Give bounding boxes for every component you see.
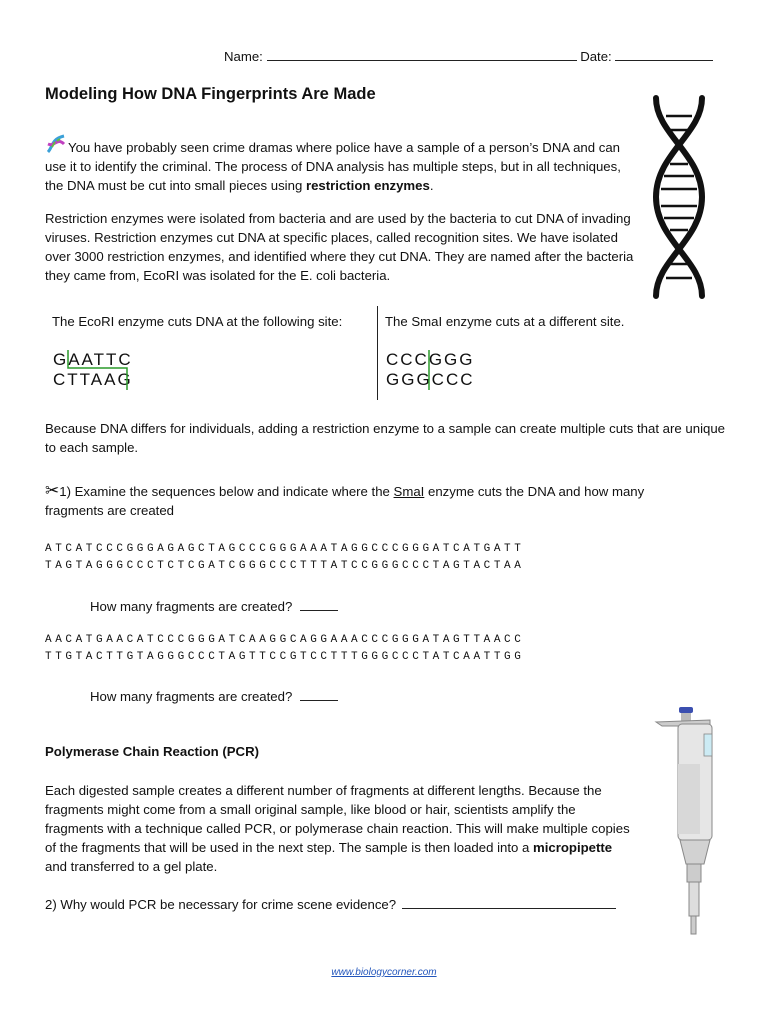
question-2-answer[interactable] — [402, 894, 616, 909]
restriction-enzymes-paragraph: Restriction enzymes were isolated from bacteria and are used by the bacteria to cut DNA of invading viruses. Restriction enzymes cut DNA at specific places, called recognition sites. We have isolated over 3000 restriction enzymes, and identified where they cut DNA. They are named after the bacteria they came from, EcoRI was isolated for the E. coli bacteria. — [45, 211, 634, 283]
intro-text-2: . — [429, 178, 434, 193]
intro-paragraph — [45, 133, 635, 195]
smai-site-top: CCCGGG — [386, 350, 475, 369]
smai-label: The SmaI enzyme cuts at a different site. — [385, 314, 625, 329]
scissors-icon: ✂ — [45, 481, 60, 500]
sequence-1-bottom: TAGTAGGGCCCTCTCGATCGGGCCCTTTATCCGGGCCCTAGTACTAA — [45, 560, 525, 572]
name-field[interactable] — [267, 46, 577, 61]
sequence-2-top: AACATGAACATCCCGGGATCAAGGCAGGAAACCCGGGATAGTTAACC — [45, 634, 525, 646]
name-label: Name: — [224, 49, 263, 64]
footer-link[interactable]: www.biologycorner.com — [331, 967, 437, 978]
smai-site-bottom: GGGCCC — [386, 370, 475, 389]
differences-paragraph: Because DNA differs for individuals, adding a restriction enzyme to a sample can create multiple cuts that are unique to each sample. — [45, 421, 726, 455]
fragment-count-answer-1[interactable] — [300, 596, 338, 611]
pcr-heading: Polymerase Chain Reaction (PCR) — [45, 744, 259, 759]
ecori-site-top: GAATTC — [53, 350, 133, 369]
column-divider — [377, 306, 378, 400]
pcr-paragraph: Each digested sample creates a different number of fragments at different lengths. Because the fragments might come from a small original sample, like blood or hair, scientists amplify the fragments with a technique called PCR, or polymerase chain reaction. This will make multiple copies of the fragments that will be used in the next step. The sample is then loaded into a micropipette and transferred to a gel plate. — [45, 783, 630, 874]
dna-helix-icon — [45, 133, 67, 155]
ecori-label: The EcoRI enzyme cuts DNA at the following site: — [52, 314, 343, 329]
sequence-1-top: ATCATCCCGGGAGAGCTAGCCCGGGAAATAGGCCCGGGATCATGATT — [45, 543, 525, 555]
smai-underlined: SmaI — [393, 484, 425, 499]
dna-double-helix-image — [644, 94, 714, 300]
question-1: ✂1) Examine the sequences below and indicate where the SmaI enzyme cuts the DNA and how many fragments are created — [45, 481, 645, 518]
header-line — [224, 46, 724, 66]
date-label: Date: — [580, 49, 612, 64]
ecori-site-bottom: CTTAAG — [53, 370, 133, 389]
date-field[interactable] — [615, 46, 713, 61]
sequence-2-bottom: TTGTACTTGTAGGGCCCTAGTTCCGTCCTTTGGGCCCTATCAATTGG — [45, 651, 525, 663]
count-question-1: How many fragments are created? — [90, 596, 338, 616]
micropipette-image — [652, 704, 722, 936]
intro-bold-term: restriction enzymes — [305, 178, 430, 193]
count-question-2: How many fragments are created? — [90, 686, 338, 706]
ecori-cut-line — [52, 348, 142, 392]
question-2: 2) Why would PCR be necessary for crime scene evidence? — [45, 894, 616, 914]
intro-text-1: You have probably seen crime dramas where police have a sample of a person’s DNA and can use it to identify the criminal. The process of DNA analysis has multiple steps, but in all techniques, the DNA must be cut into small pieces using — [45, 140, 621, 193]
fragment-count-answer-2[interactable] — [300, 686, 338, 701]
page-title: Modeling How DNA Fingerprints Are Made — [45, 85, 376, 103]
smai-cut-line — [386, 348, 476, 392]
footer — [0, 962, 768, 980]
micropipette-term: micropipette — [533, 840, 613, 855]
